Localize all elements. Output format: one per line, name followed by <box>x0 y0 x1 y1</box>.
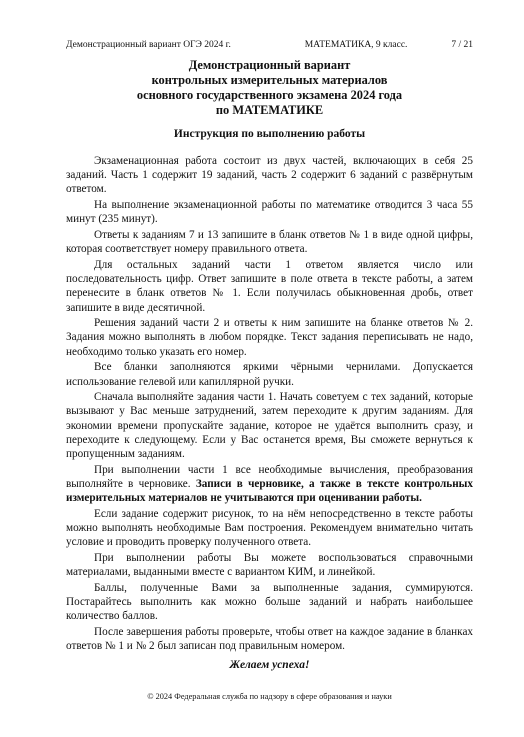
header-subject: МАТЕМАТИКА, 9 класс. <box>304 40 408 50</box>
title-line: основного государственного экзамена 2024 года <box>136 88 403 102</box>
paragraph: Для остальных заданий части 1 ответом является число или последовательность цифр. Ответ запишите в поле ответа в тексте работы, а затем перенесите в бланк ответов № 1. Если получилась обыкновенная дробь, ответ запишите в виде десятичной. <box>66 258 473 314</box>
title-line: по МАТЕМАТИКЕ <box>215 103 324 117</box>
paragraph: Ответы к заданиям 7 и 13 запишите в бланк ответов № 1 в виде одной цифры, которая соответствует номеру правильного ответа. <box>66 229 473 256</box>
header-page-number: 7 / 21 <box>451 40 473 50</box>
paragraph: На выполнение экзаменационной работы по математике отводится 3 часа 55 минут (235 минут). <box>66 199 473 226</box>
paragraph: Баллы, полученные Вами за выполненные задания, суммируются. Постарайтесь выполнить как можно больше заданий и набрать наибольшее количество баллов. <box>66 581 473 623</box>
paragraph: Если задание содержит рисунок, то на нём непосредственно в тексте работы можно выполнять необходимые Вам построения. Рекомендуем внимательно читать условие и проводить проверку полученного ответа. <box>66 507 473 549</box>
paragraph-text: При выполнении части 1 все необходимые вычисления, преобразования выполняйте в черновике. <box>66 463 473 490</box>
page-footer: © 2024 Федеральная служба по надзору в сфере образования и науки <box>147 692 392 701</box>
paragraph: Экзаменационная работа состоит из двух частей, включающих в себя 25 заданий. Часть 1 содержит 19 заданий, часть 2 содержит 6 заданий с развёрнутым ответом. <box>66 155 473 196</box>
header-exam-name: Демонстрационный вариант ОГЭ 2024 г. <box>66 40 231 50</box>
running-header <box>66 40 473 50</box>
paragraph-bold-text: Записи в черновике, а также в тексте контрольных измерительных материалов не учитываются при оценивании работы. <box>66 477 473 505</box>
paragraph: При выполнении работы Вы можете воспользоваться справочными материалами, выданными вместе с вариантом КИМ, и линейкой. <box>66 551 473 579</box>
paragraph: Все бланки заполняются яркими чёрными чернилами. Допускается использование гелевой или капиллярной ручки. <box>66 361 473 388</box>
paragraph: Сначала выполняйте задания части 1. Начать советуем с тех заданий, которые вызывают у Вас меньше затруднений, затем переходите к другим заданиям. Для экономии времени пропускайте задание, которое не удаётся выполнить сразу, и переходите к следующему. Если у Вас останется время, Вы сможете вернуться к пропущенным заданиям. <box>66 391 473 461</box>
title-line: Демонстрационный вариант <box>188 58 351 72</box>
document-title <box>66 58 473 118</box>
paragraph: После завершения работы проверьте, чтобы ответ на каждое задание в бланках ответов № 1 и № 2 был записан под правильным номером. <box>66 626 473 653</box>
closing-wish: Желаем успеха! <box>229 659 310 671</box>
paragraph-drafts <box>66 463 473 506</box>
paragraph: Решения заданий части 2 и ответы к ним запишите на бланке ответов № 2. Задания можно выполнять в любом порядке. Текст задания переписывать не надо, необходимо только указать его номер. <box>66 317 473 358</box>
instruction-body <box>66 154 473 655</box>
title-line: контрольных измерительных материалов <box>151 73 388 87</box>
instruction-heading: Инструкция по выполнению работы <box>173 128 366 140</box>
